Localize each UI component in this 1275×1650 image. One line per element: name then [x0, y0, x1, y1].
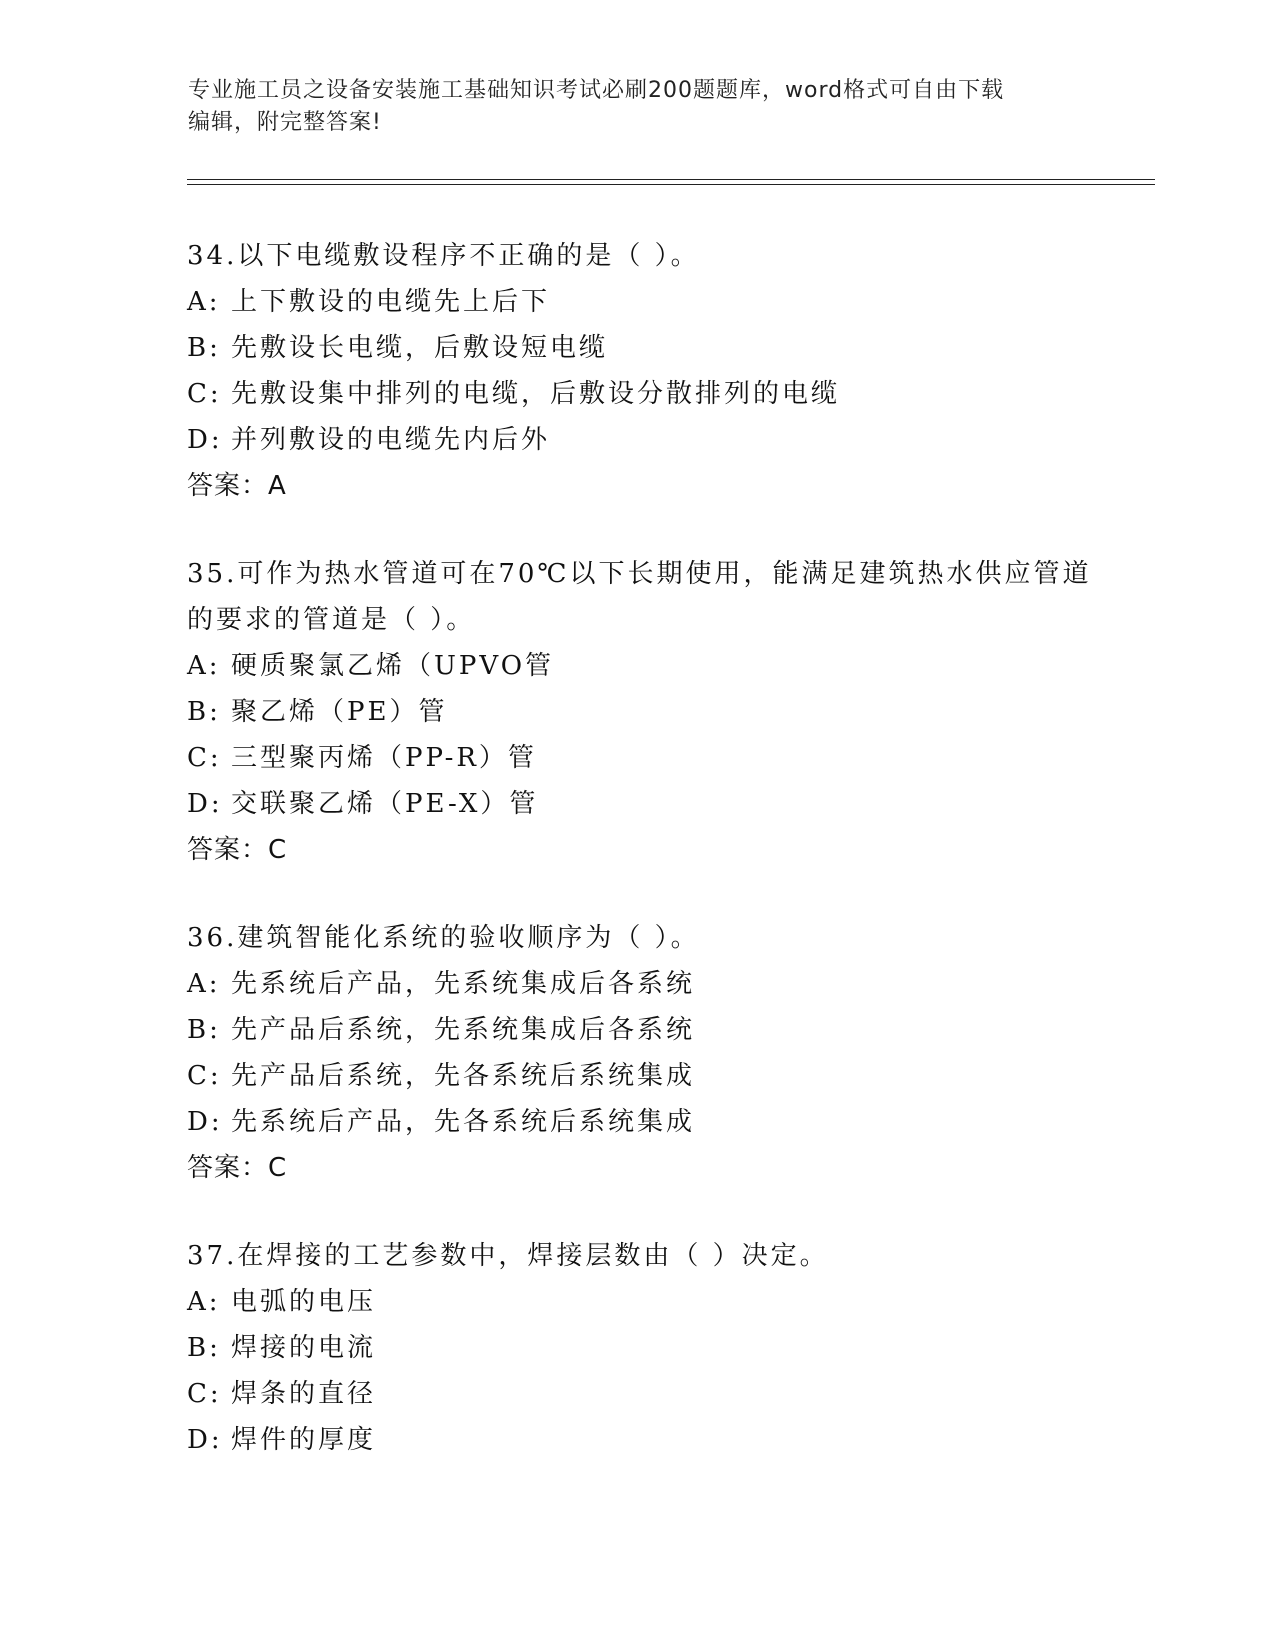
option-a	[187, 961, 1167, 1007]
answer-line: 答案：C	[187, 835, 288, 865]
option-c	[187, 371, 1167, 417]
option-letter: A:	[187, 969, 221, 999]
option-letter: A:	[187, 651, 221, 681]
option-letter: D:	[187, 425, 223, 455]
option-text: 硬质聚氯乙烯（UPVO管	[231, 651, 555, 681]
header-divider-top	[187, 179, 1155, 180]
option-letter: B:	[187, 333, 221, 363]
option-text: 三型聚丙烯（PP-R）管	[231, 743, 537, 773]
option-letter: B:	[187, 1333, 221, 1363]
question-35	[187, 551, 1167, 873]
question-stem: 37.在焊接的工艺参数中，焊接层数由（ ）决定。	[187, 1241, 829, 1271]
header-divider-bottom	[187, 184, 1155, 185]
option-letter: A:	[187, 287, 221, 317]
question-36	[187, 915, 1167, 1191]
option-text: 交联聚乙烯（PE-X）管	[231, 789, 539, 819]
option-letter: C:	[187, 1061, 222, 1091]
option-text: 先产品后系统，先各系统后系统集成	[231, 1061, 696, 1091]
option-text: 先系统后产品，先各系统后系统集成	[231, 1107, 696, 1137]
header-title-line-1: 专业施工员之设备安装施工基础知识考试必刷200题题库，word格式可自由下载	[188, 78, 1005, 103]
question-stem: 36.建筑智能化系统的验收顺序为（ ）。	[187, 923, 700, 953]
option-text: 先敷设集中排列的电缆，后敷设分散排列的电缆	[231, 379, 841, 409]
option-a	[187, 279, 1167, 325]
option-c	[187, 735, 1167, 781]
option-text: 先敷设长电缆，后敷设短电缆	[231, 333, 609, 363]
question-34	[187, 233, 1167, 509]
option-c	[187, 1053, 1167, 1099]
header-title-line-2: 编辑，附完整答案!	[188, 110, 382, 135]
document-header	[188, 75, 1088, 139]
option-text: 聚乙烯（PE）管	[231, 697, 448, 727]
option-text: 焊条的直径	[231, 1379, 377, 1409]
option-text: 电弧的电压	[231, 1287, 377, 1317]
option-text: 上下敷设的电缆先上后下	[231, 287, 551, 317]
option-letter: D:	[187, 1425, 223, 1455]
option-b	[187, 1325, 1167, 1371]
option-d	[187, 1099, 1167, 1145]
option-text: 焊接的电流	[231, 1333, 377, 1363]
question-stem: 35.可作为热水管道可在70℃以下长期使用，能满足建筑热水供应管道	[187, 559, 1092, 589]
option-d	[187, 417, 1167, 463]
option-b	[187, 1007, 1167, 1053]
option-letter: C:	[187, 379, 222, 409]
question-list	[187, 233, 1167, 1505]
option-letter: D:	[187, 789, 223, 819]
option-letter: A:	[187, 1287, 221, 1317]
option-a	[187, 1279, 1167, 1325]
option-text: 先系统后产品，先系统集成后各系统	[231, 969, 696, 999]
question-37	[187, 1233, 1167, 1463]
option-b	[187, 689, 1167, 735]
option-c	[187, 1371, 1167, 1417]
option-d	[187, 781, 1167, 827]
answer-line: 答案：C	[187, 1153, 288, 1183]
option-text: 先产品后系统，先系统集成后各系统	[231, 1015, 696, 1045]
option-letter: D:	[187, 1107, 223, 1137]
option-text: 并列敷设的电缆先内后外	[231, 425, 551, 455]
option-b	[187, 325, 1167, 371]
option-letter: C:	[187, 1379, 222, 1409]
answer-line: 答案：A	[187, 471, 287, 501]
question-stem-continued: 的要求的管道是（ ）。	[187, 605, 476, 635]
option-letter: B:	[187, 1015, 221, 1045]
option-d	[187, 1417, 1167, 1463]
option-letter: C:	[187, 743, 222, 773]
option-text: 焊件的厚度	[231, 1425, 377, 1455]
option-letter: B:	[187, 697, 221, 727]
question-stem: 34.以下电缆敷设程序不正确的是（ ）。	[187, 241, 700, 271]
option-a	[187, 643, 1167, 689]
